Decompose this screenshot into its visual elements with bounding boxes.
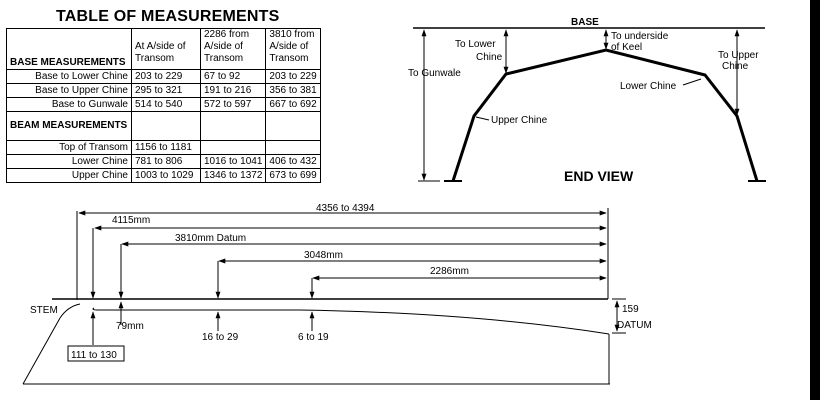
cell-value: 781 to 806 (132, 155, 201, 169)
row-label: Top of Transom (7, 141, 132, 155)
row-label: Base to Gunwale (7, 98, 132, 112)
dim-3810-label: 3810mm Datum (175, 233, 247, 244)
end-view-title: END VIEW (564, 168, 634, 184)
cell-value: 295 to 321 (132, 84, 201, 98)
cell-value: 67 to 92 (201, 70, 266, 84)
stem-label: STEM (30, 305, 58, 316)
leader-upper-chine (476, 117, 489, 120)
measurements-table (6, 28, 321, 183)
to-keel-label-2: of Keel (611, 42, 643, 53)
cell-value (201, 141, 266, 155)
sheer-line (93, 308, 609, 334)
table-row (7, 84, 321, 98)
offset-6-19-label: 6 to 19 (298, 332, 329, 343)
table-header-row (7, 29, 321, 70)
cell-value: 667 to 692 (266, 98, 321, 112)
cell-value: 203 to 229 (266, 70, 321, 84)
cell-value: 673 to 699 (266, 169, 321, 183)
cell-value: 1016 to 1041 (201, 155, 266, 169)
cell-value: 406 to 432 (266, 155, 321, 169)
empty-cell (201, 112, 266, 141)
col-header-2286: 2286 from A/side of Transom (201, 29, 266, 70)
dim-overall-length-label: 4356 to 4394 (316, 203, 375, 214)
stem-curve (60, 304, 80, 318)
cell-value: 1003 to 1029 (132, 169, 201, 183)
empty-cell (266, 112, 321, 141)
beam-section-heading: BEAM MEASUREMENTS (7, 112, 132, 141)
cell-value: 203 to 229 (132, 70, 201, 84)
cell-value: 1156 to 1181 (132, 141, 201, 155)
to-gunwale-label: To Gunwale (408, 68, 461, 79)
cell-value: 572 to 597 (201, 98, 266, 112)
cell-value: 514 to 540 (132, 98, 201, 112)
table-title: TABLE OF MEASUREMENTS (56, 8, 280, 25)
datum-value-label: 159 (622, 304, 639, 315)
datum-label: DATUM (617, 320, 652, 331)
beam-section-row (7, 112, 321, 141)
base-label: BASE (571, 17, 599, 28)
offset-79-label: 79mm (116, 321, 144, 332)
cell-value: 191 to 216 (201, 84, 266, 98)
table-row (7, 169, 321, 183)
to-lower-chine-label-2: Chine (476, 52, 503, 63)
to-upper-chine-label-1: To Upper (718, 50, 759, 61)
to-keel-label-1: To underside (611, 31, 669, 42)
cell-value: 1346 to 1372 (201, 169, 266, 183)
table-row (7, 98, 321, 112)
dim-2286-label: 2286mm (430, 266, 469, 277)
stem-diagonal (23, 318, 60, 384)
row-label: Base to Lower Chine (7, 70, 132, 84)
offset-16-29-label: 16 to 29 (202, 332, 239, 343)
to-upper-chine-label-2: Chine (722, 61, 749, 72)
cell-value: 356 to 381 (266, 84, 321, 98)
empty-cell (132, 112, 201, 141)
row-label: Upper Chine (7, 169, 132, 183)
table-row (7, 70, 321, 84)
col-header-3810: 3810 from A/side of Transom (266, 29, 321, 70)
end-view (413, 28, 766, 181)
bow-measure-label: 111 to 130 (71, 350, 117, 361)
col-header-transom: At A/side of Transom (132, 29, 201, 70)
side-view-labels (30, 203, 652, 361)
row-label: Lower Chine (7, 155, 132, 169)
to-lower-chine-label-1: To Lower (455, 39, 496, 50)
dim-4115-label: 4115mm (112, 215, 151, 226)
table-row (7, 155, 321, 169)
row-label: Base to Upper Chine (7, 84, 132, 98)
right-edge-border (810, 0, 820, 400)
lower-chine-label: Lower Chine (620, 81, 677, 92)
table-row (7, 141, 321, 155)
leader-lower-chine (683, 79, 701, 85)
base-section-heading: BASE MEASUREMENTS (7, 29, 132, 70)
upper-chine-label: Upper Chine (491, 115, 548, 126)
cell-value (266, 141, 321, 155)
dim-3048-label: 3048mm (304, 250, 343, 261)
